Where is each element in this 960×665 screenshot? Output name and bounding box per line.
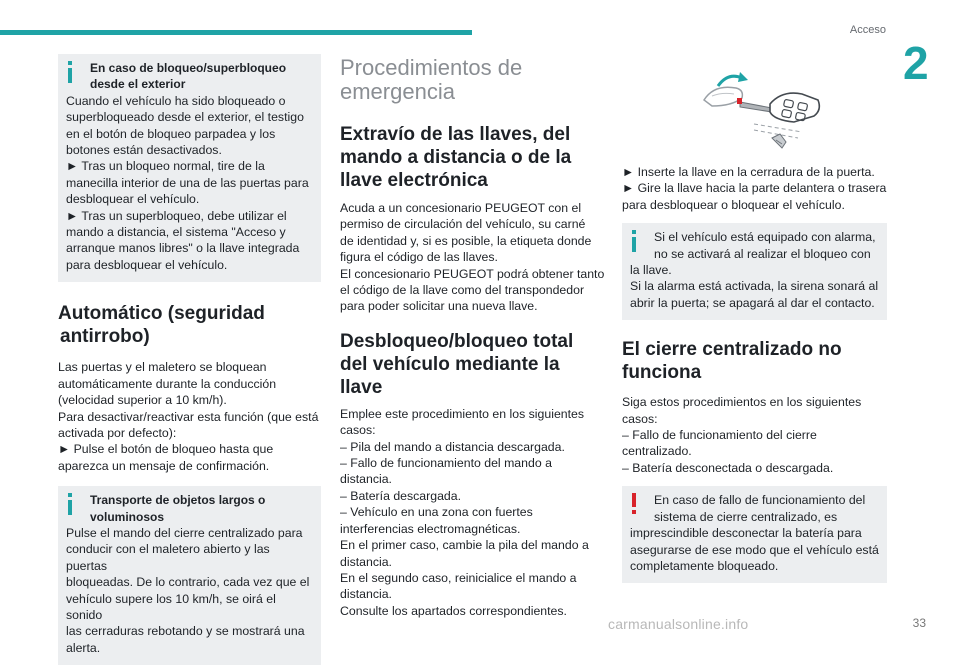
info-box-title: desde el exterior	[90, 77, 186, 92]
text-line: interferencias electromagnéticas.	[340, 521, 521, 536]
text-line: – Vehículo en una zona con fuertes	[340, 505, 533, 520]
text-line: Si la alarma está activada, la sirena sonará al	[630, 279, 879, 294]
text-line: para poder solicitar una nueva llave.	[340, 299, 538, 314]
info-box-locking	[58, 54, 321, 282]
heading-line: mando a distancia o de la	[340, 147, 572, 168]
heading-line: Automático (seguridad	[58, 303, 265, 325]
text-line: permiso de circulación del vehículo, su carné	[340, 217, 586, 232]
heading-key-unlock	[340, 330, 605, 399]
text-line: completamente bloqueado.	[630, 558, 779, 573]
text-line: arranque manos libres" o la llave integrada	[66, 241, 300, 256]
text-line: centralizado.	[622, 444, 692, 459]
text-line: distancia.	[340, 587, 392, 602]
text-line: – Batería desconectada o descargada.	[622, 460, 834, 475]
heading-line: funciona	[622, 362, 702, 384]
text-line: distancia.	[340, 554, 392, 569]
page-number: 33	[912, 616, 926, 630]
text-line: (velocidad superior a 10 km/h).	[58, 393, 227, 408]
text-line: El concesionario PEUGEOT podrá obtener tanto	[340, 266, 605, 281]
heading-automatic	[58, 302, 321, 348]
text-line: ► Pulse el botón de bloqueo hasta que	[58, 442, 274, 457]
text-line: Si el vehículo está equipado con alarma,	[654, 230, 876, 245]
info-icon	[632, 230, 636, 252]
heading-line: Desbloqueo/bloqueo total	[340, 330, 574, 352]
text-line: Emplee este procedimiento en los siguientes	[340, 406, 585, 421]
text-line: ► Tras un superbloqueo, debe utilizar el	[66, 208, 287, 223]
text-line: no se activará al realizar el bloqueo con	[654, 246, 871, 261]
text-line: sistema de cierre centralizado, es	[654, 509, 838, 524]
header-accent-bar	[0, 30, 472, 35]
text-line: para desbloquear o bloquear el vehículo.	[622, 197, 845, 212]
text-line: distancia.	[340, 472, 392, 487]
text-line: automáticamente durante la conducción	[58, 376, 277, 391]
text-line: de identidad y, si es posible, la etiqueta donde	[340, 233, 592, 248]
heading-emergency	[340, 56, 605, 104]
heading-line: Extravío de las llaves, del	[340, 124, 571, 145]
heading-central-locking	[622, 338, 887, 384]
text-line: en el botón de bloqueo parpadea y los	[66, 126, 276, 141]
text-line: Pulse el mando del cierre centralizado para	[66, 525, 303, 540]
text-line: Acuda a un concesionario PEUGEOT con el	[340, 201, 582, 215]
text-line: superbloqueado desde el exterior, el testigo	[66, 110, 304, 125]
text-line: En el segundo caso, reinicialice el mando a	[340, 570, 577, 585]
text-line: abrir la puerta; se apagará al dar el contacto.	[630, 295, 875, 310]
heading-line: llave	[340, 376, 383, 398]
text-line: ► Tras un bloqueo normal, tire de la	[66, 159, 265, 174]
warning-icon	[632, 493, 636, 515]
text-line: casos:	[340, 423, 376, 438]
text-line: el código de la llave como del transpondedor	[340, 283, 585, 298]
text-line: activada por defecto):	[58, 425, 177, 440]
key-in-lock-illustration-svg	[622, 60, 887, 160]
text-line: figura el código de las llaves.	[340, 250, 498, 265]
heading-line: antirrobo)	[60, 326, 150, 348]
text-line: – Fallo de funcionamiento del cierre	[622, 428, 817, 443]
text-line: En el primer caso, cambie la pila del mando a	[340, 538, 589, 553]
column-3	[622, 60, 887, 583]
info-box-long-objects	[58, 486, 321, 665]
text-line: aparezca un mensaje de confirmación.	[58, 458, 270, 473]
text-line: En caso de fallo de funcionamiento del	[654, 493, 866, 508]
text-line: Las puertas y el maletero se bloquean	[58, 360, 267, 375]
text-line: ► Gire la llave hacia la parte delantera o trasera	[622, 181, 887, 196]
info-icon	[68, 493, 72, 515]
text-line: alerta.	[66, 640, 101, 655]
text-line: ► Inserte la llave en la cerradura de la puerta.	[622, 165, 875, 179]
text-line: casos:	[622, 411, 658, 426]
text-line: Consulte los apartados correspondientes.	[340, 603, 567, 618]
text-line: Siga estos procedimientos en los siguientes	[622, 395, 862, 410]
text-line: conducir con el maletero abierto y las puertas	[66, 542, 270, 573]
text-line: asegurarse de ese modo que el vehículo está	[630, 542, 879, 557]
watermark: carmanualsonline.info	[608, 616, 749, 632]
heading-line: del vehículo mediante la	[340, 353, 560, 375]
info-box-alarm	[622, 223, 887, 320]
heading-line: llave electrónica	[340, 170, 488, 191]
text-line: Cuando el vehículo ha sido bloqueado o	[66, 93, 286, 108]
info-box-title: voluminosos	[90, 509, 165, 524]
heading-lost-keys	[340, 123, 605, 192]
info-icon	[68, 61, 72, 83]
text-line: desbloquear el vehículo.	[66, 192, 200, 207]
column-1	[58, 54, 321, 665]
chapter-number: 2	[903, 37, 929, 89]
text-line: mando a distancia, el sistema "Acceso y	[66, 225, 286, 240]
text-line: para desbloquear el vehículo.	[66, 257, 228, 272]
text-line: – Batería descargada.	[340, 488, 461, 503]
text-line: botones están desactivados.	[66, 143, 222, 158]
text-line: las cerraduras rebotando y se mostrará una	[66, 624, 305, 639]
info-box-title: En caso de bloqueo/superbloqueo	[90, 61, 287, 75]
text-line: la llave.	[630, 263, 672, 278]
text-line: – Fallo de funcionamiento del mando a	[340, 456, 552, 471]
heading-line: Procedimientos de	[340, 55, 523, 80]
heading-line: El cierre centralizado no	[622, 339, 842, 361]
text-line: bloqueadas. De lo contrario, cada vez que el	[66, 575, 310, 590]
text-line: vehículo supere los 10 km/h, se oirá el sonido	[66, 591, 276, 622]
info-box-title: Transporte de objetos largos o	[90, 493, 266, 508]
text-line: manecilla interior de una de las puertas para	[66, 175, 309, 190]
column-2	[340, 56, 605, 619]
text-line: imprescindible desconectar la batería para	[630, 526, 862, 541]
key-in-lock-illustration	[622, 60, 887, 160]
warning-box-battery	[622, 486, 887, 583]
heading-line: emergencia	[340, 79, 455, 104]
text-line: Para desactivar/reactivar esta función (que está	[58, 409, 319, 424]
section-name: Acceso	[849, 24, 886, 36]
text-line: – Pila del mando a distancia descargada.	[340, 439, 565, 454]
